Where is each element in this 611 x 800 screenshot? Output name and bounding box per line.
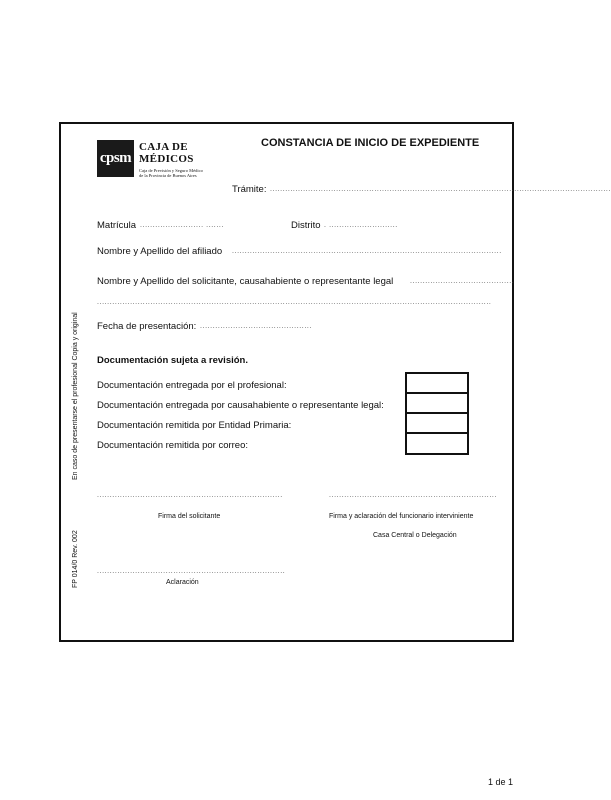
- firma-funcionario-line[interactable]: ..................................................................: [329, 492, 497, 499]
- sede-label: Casa Central o Delegación: [373, 532, 457, 539]
- tramite-field[interactable]: ......................................................................................................................................: [270, 186, 611, 193]
- doc-item-profesional: Documentación entregada por el profesional:: [97, 380, 287, 391]
- fecha-label: Fecha de presentación:: [97, 321, 197, 332]
- afiliado-label: Nombre y Apellido del afiliado: [97, 246, 223, 257]
- solicitante-field-continued[interactable]: ...........................................................................................................................................................: [97, 299, 492, 306]
- firma-solicitante-label: Firma del solicitante: [158, 513, 221, 520]
- aclaracion-label: Aclaración: [166, 579, 199, 586]
- firma-funcionario-label: Firma y aclaración del funcionario interviniente: [329, 513, 474, 520]
- doc-item-correo: Documentación remitida por correo:: [97, 440, 249, 451]
- side-instruction-text: En caso de presentarse el profesional Copia y original: [72, 312, 79, 480]
- documentation-section-title: Documentación sujeta a revisión.: [97, 355, 248, 366]
- cpsm-logo: [97, 140, 134, 177]
- aclaracion-line[interactable]: ..........................................................................: [97, 568, 286, 575]
- matricula-label: Matrícula: [97, 220, 137, 231]
- page-number: 1 de 1: [488, 777, 514, 787]
- tramite-label: Trámite:: [232, 184, 267, 195]
- doc-item-causahabiente: Documentación entregada por causahabiente o representante legal:: [97, 400, 384, 411]
- logo-subtitle: [139, 168, 203, 178]
- logo-subtitle-line2: de la Provincia de Buenos Aires: [139, 173, 197, 178]
- doc-item-entidad: Documentación remitida por Entidad Primaria:: [97, 420, 292, 431]
- firma-solicitante-line[interactable]: .........................................................................: [97, 492, 283, 499]
- doc-checkbox-correo[interactable]: [405, 432, 469, 455]
- form-code: FP 014/0 Rev. 002: [72, 530, 79, 588]
- solicitante-label: Nombre y Apellido del solicitante, causahabiente o representante legal: [97, 276, 394, 287]
- distrito-label: Distrito: [291, 220, 321, 231]
- logo-name: [139, 141, 194, 165]
- distrito-field[interactable]: . ...........................: [324, 222, 398, 229]
- logo-name-line2: MÉDICOS: [139, 153, 194, 165]
- fecha-field[interactable]: ............................................: [200, 323, 312, 330]
- form-title: CONSTANCIA DE INICIO DE EXPEDIENTE: [261, 137, 480, 149]
- logo-abbr: cpsm: [99, 150, 132, 166]
- afiliado-field[interactable]: ..........................................................................................................: [232, 248, 502, 255]
- solicitante-field[interactable]: .........................................: [410, 278, 515, 285]
- logo-subtitle-line1: Caja de Previsión y Seguro Médico: [139, 168, 203, 173]
- matricula-field[interactable]: ......................... .......: [140, 222, 224, 229]
- logo-name-line1: CAJA DE: [139, 141, 188, 153]
